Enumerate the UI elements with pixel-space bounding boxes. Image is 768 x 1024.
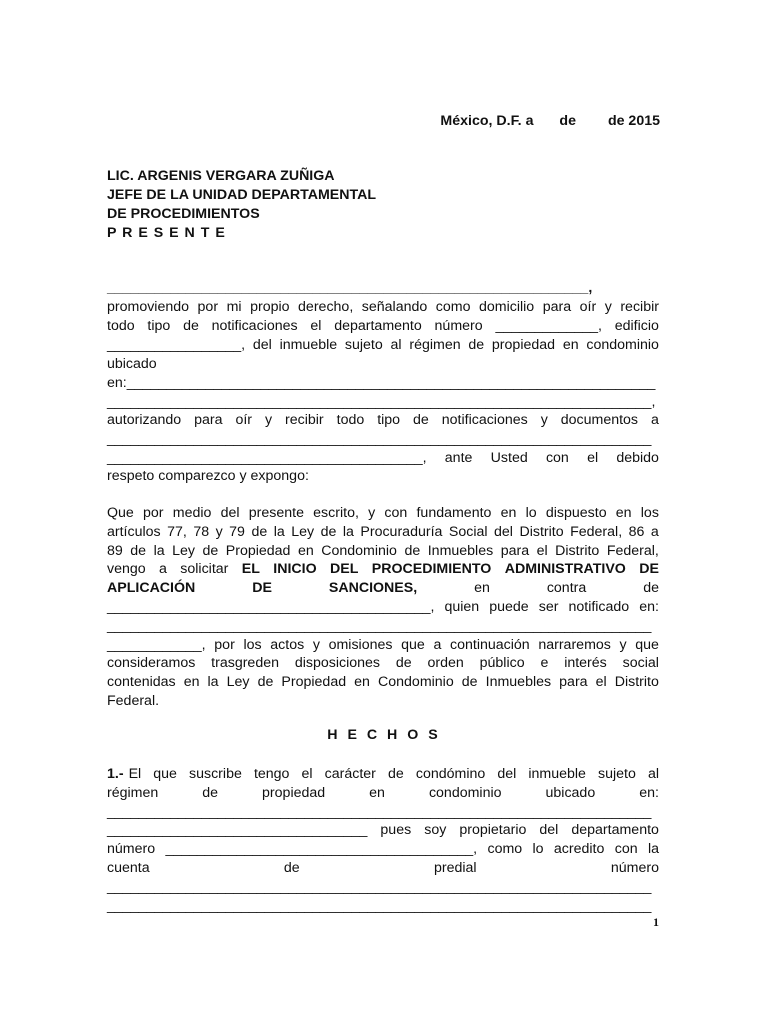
word: departamento — [334, 318, 422, 334]
hecho-number: 1.- — [107, 766, 124, 782]
word: de — [404, 543, 421, 559]
intro-line-7 — [107, 411, 659, 429]
intro-line-9 — [107, 449, 659, 467]
word: Ley — [291, 524, 315, 540]
word: en — [500, 505, 517, 521]
word: para — [500, 543, 530, 559]
word: Distrito — [555, 543, 600, 559]
word: del — [497, 766, 517, 782]
word: Condominio — [321, 543, 397, 559]
word: el — [301, 766, 313, 782]
word: que — [635, 637, 659, 653]
word: propietario — [459, 822, 527, 838]
word: y — [619, 637, 627, 653]
word: fundamento — [416, 505, 492, 521]
word: Inmuebles — [427, 543, 494, 559]
word: por — [197, 299, 219, 315]
word: de — [251, 524, 268, 540]
word: el — [536, 543, 548, 559]
word: de — [257, 674, 274, 690]
word: y — [215, 524, 223, 540]
addressee-dept: DE PROCEDIMIENTOS — [107, 206, 260, 222]
word: omisiones — [328, 637, 393, 653]
hechos-heading: H E C H O S — [327, 727, 441, 743]
word: régimen — [409, 337, 461, 353]
para2-line-10 — [107, 673, 659, 691]
word: propiedad — [491, 337, 556, 353]
word: en — [562, 337, 579, 353]
para2-line-9 — [107, 654, 659, 672]
word: _________________________________________, — [107, 599, 435, 615]
word: DE — [639, 561, 659, 577]
word: INICIO — [273, 561, 317, 577]
hechos-line-1 — [107, 765, 659, 783]
word: lo — [532, 841, 544, 857]
word: y — [312, 637, 320, 653]
word: vengo — [107, 561, 146, 577]
word: la — [153, 543, 165, 559]
word: los — [243, 637, 262, 653]
word: número — [610, 860, 659, 876]
word: la — [207, 674, 219, 690]
word: y — [264, 412, 273, 428]
word: tengo — [253, 766, 290, 782]
word: soy — [424, 822, 447, 838]
word: del — [252, 337, 272, 353]
word: número — [107, 841, 156, 857]
word: suscribe — [189, 766, 242, 782]
word: la — [647, 841, 659, 857]
word: Ley — [172, 543, 195, 559]
word: debido — [616, 450, 659, 466]
word: a — [650, 412, 659, 428]
para2-line-6 — [107, 598, 659, 616]
word: tipo — [377, 412, 401, 428]
word: continuación — [450, 637, 530, 653]
hechos-line-6 — [107, 859, 659, 877]
word: y — [368, 505, 376, 521]
word: de — [643, 580, 659, 596]
date-de: de — [559, 113, 576, 129]
word: a — [650, 524, 659, 540]
word: El — [128, 766, 142, 782]
word: con — [545, 450, 569, 466]
word: de — [320, 524, 337, 540]
word: inmueble — [279, 337, 338, 353]
word: 89 — [107, 543, 123, 559]
word: interés — [564, 655, 607, 671]
word: a — [433, 637, 442, 653]
word: ubicado — [545, 785, 596, 801]
presente-label: P R E S E N T E — [107, 225, 226, 241]
word: al — [647, 766, 659, 782]
intro-line-4: ubicado — [107, 356, 157, 372]
word: el — [587, 450, 599, 466]
word: de — [130, 543, 147, 559]
word: Distrito — [614, 674, 659, 690]
word: domicilio — [479, 299, 535, 315]
word: para — [559, 674, 588, 690]
word: puede — [489, 599, 529, 615]
word: del — [220, 505, 240, 521]
word: PROCEDIMIENTO — [371, 561, 492, 577]
word: quien — [444, 599, 480, 615]
intro-line-8: _____________________________________________________________________ — [107, 431, 652, 447]
word: Usted — [490, 450, 528, 466]
intro-line-6: _____________________________________________________________________, — [107, 394, 656, 410]
word: todo — [107, 318, 135, 334]
word: trasgreden — [211, 655, 279, 671]
hechos-line-2 — [107, 784, 659, 802]
word: lo — [525, 505, 537, 521]
word: Propiedad — [281, 674, 347, 690]
word: señalando — [361, 299, 428, 315]
word: número — [434, 318, 483, 334]
word: condominio — [586, 337, 659, 353]
date-year: de 2015 — [607, 113, 660, 129]
word: presente — [248, 505, 304, 521]
word: como — [435, 299, 471, 315]
word: Federal, — [606, 543, 659, 559]
intro-line-2 — [107, 317, 659, 335]
word: de — [387, 766, 404, 782]
word: SANCIONES, — [328, 580, 418, 596]
word: narraremos — [538, 637, 611, 653]
word: Distrito — [519, 524, 564, 540]
word: _________________________________ — [107, 822, 368, 838]
word: de — [413, 412, 429, 428]
word: de — [202, 543, 219, 559]
word: ser — [538, 599, 559, 615]
word: condominio — [428, 785, 502, 801]
page-number: 1 — [653, 915, 659, 929]
word: Propiedad — [225, 543, 291, 559]
word: 78 — [193, 524, 210, 540]
word: oír — [235, 412, 253, 428]
word: de — [461, 674, 478, 690]
word: los — [640, 505, 659, 521]
word: Que — [107, 505, 134, 521]
word: para — [542, 299, 572, 315]
para2-line-5 — [107, 579, 659, 597]
word: régimen — [107, 785, 159, 801]
word: condómino — [415, 766, 486, 782]
word: Condominio — [378, 674, 454, 690]
word: actos — [270, 637, 305, 653]
para2-line-4 — [107, 560, 659, 578]
word: notificaciones — [211, 318, 298, 334]
word: por — [143, 505, 164, 521]
word: en — [369, 785, 385, 801]
hechos-line-7: _____________________________________________________________________ — [107, 879, 652, 895]
word: artículos — [107, 524, 161, 540]
word: de — [183, 318, 199, 334]
word: departamento — [571, 822, 659, 838]
word: de — [468, 337, 485, 353]
word: predial — [433, 860, 477, 876]
word: ________________________________________, — [107, 450, 427, 466]
word: APLICACIÓN — [107, 580, 196, 596]
word: la — [273, 524, 285, 540]
word: edificio — [614, 318, 659, 334]
word: ADMINISTRATIVO — [504, 561, 626, 577]
word: derecho, — [298, 299, 354, 315]
word: ____________, — [107, 637, 206, 653]
word: social — [622, 655, 659, 671]
word: y — [604, 299, 612, 315]
word: e — [540, 655, 549, 671]
word: ante — [444, 450, 473, 466]
word: documentos — [560, 412, 639, 428]
para2-line-11: Federal. — [107, 693, 160, 709]
word: en — [474, 580, 490, 596]
word: Ley — [226, 674, 250, 690]
word: 79 — [229, 524, 245, 540]
word: en — [354, 674, 370, 690]
word: con — [384, 505, 408, 521]
hechos-line-1-text — [129, 765, 659, 783]
word: Social — [448, 524, 488, 540]
word: el — [310, 318, 322, 334]
word: DEL — [330, 561, 359, 577]
word: en: — [639, 599, 659, 615]
word: sujeto — [344, 337, 383, 353]
word: público — [479, 655, 525, 671]
para2-line-8 — [107, 636, 659, 654]
word: tipo — [147, 318, 171, 334]
para2-line-2 — [107, 523, 659, 541]
hechos-line-3: _____________________________________________________________________ — [107, 804, 652, 820]
word: para — [194, 412, 223, 428]
word: en — [615, 505, 632, 521]
word: propiedad — [262, 785, 326, 801]
word: recibir — [620, 299, 659, 315]
word: propio — [250, 299, 290, 315]
word: pues — [380, 822, 412, 838]
word: recibir — [285, 412, 324, 428]
word: 86 — [628, 524, 645, 540]
word: oír — [579, 299, 597, 315]
hechos-line-5 — [107, 840, 659, 858]
word: el — [595, 674, 607, 690]
word: notificaciones — [441, 412, 528, 428]
word: Federal, — [570, 524, 623, 540]
para2-line-3 — [107, 542, 659, 560]
word: promoviendo — [107, 299, 190, 315]
para2-line-1 — [107, 504, 659, 522]
word: _________________, — [107, 337, 246, 353]
word: en — [183, 674, 200, 690]
word: de — [395, 655, 412, 671]
word: que — [153, 766, 177, 782]
intro-line-1 — [107, 298, 659, 316]
word: DE — [252, 580, 272, 596]
date-city: México, D.F. a — [440, 113, 534, 129]
word: como — [487, 841, 523, 857]
word: orden — [427, 655, 464, 671]
date-line — [440, 113, 660, 129]
word: la — [342, 524, 354, 540]
word: inmueble — [528, 766, 586, 782]
word: medio — [172, 505, 212, 521]
word: en — [297, 543, 314, 559]
word: a — [159, 561, 167, 577]
hechos-line-4 — [107, 821, 659, 839]
name-blank-line: _____________________________________________________________, — [107, 280, 593, 296]
word: _______________________________________, — [165, 841, 478, 857]
word: del — [539, 822, 559, 838]
word: del — [494, 524, 513, 540]
word: Inmuebles — [485, 674, 552, 690]
intro-line-10: respeto comparezco y expongo: — [107, 468, 309, 484]
word: EL — [241, 561, 260, 577]
word: notificado — [568, 599, 630, 615]
word: cuenta — [107, 860, 150, 876]
addressee-title: JEFE DE LA UNIDAD DEPARTAMENTAL — [107, 187, 377, 203]
word: solicitar — [180, 561, 229, 577]
word: escrito, — [313, 505, 359, 521]
word: mi — [226, 299, 242, 315]
word: acredito — [553, 841, 605, 857]
word: que — [401, 637, 425, 653]
word: en: — [639, 785, 659, 801]
word: dispuesto — [545, 505, 607, 521]
word: consideramos — [107, 655, 196, 671]
intro-line-3 — [107, 336, 659, 354]
word: contra — [546, 580, 587, 596]
word: al — [390, 337, 402, 353]
word: _____________, — [495, 318, 602, 334]
hechos-line-8: _____________________________________________________________________ — [107, 898, 652, 914]
word: por — [214, 637, 235, 653]
word: y — [540, 412, 548, 428]
word: de — [202, 785, 219, 801]
word: de — [283, 860, 300, 876]
word: Procuraduría — [360, 524, 443, 540]
word: autorizando — [107, 412, 182, 428]
addressee-name: LIC. ARGENIS VERGARA ZUÑIGA — [107, 168, 335, 184]
word: 77, — [167, 524, 187, 540]
para2-line-7: _____________________________________________________________________ — [107, 618, 652, 634]
word: con — [614, 841, 638, 857]
word: contenidas — [107, 674, 176, 690]
word: carácter — [324, 766, 376, 782]
intro-line-5: en:___________________________________________________________________ — [107, 375, 656, 391]
word: todo — [336, 412, 365, 428]
word: sujeto — [598, 766, 636, 782]
word: disposiciones — [294, 655, 381, 671]
